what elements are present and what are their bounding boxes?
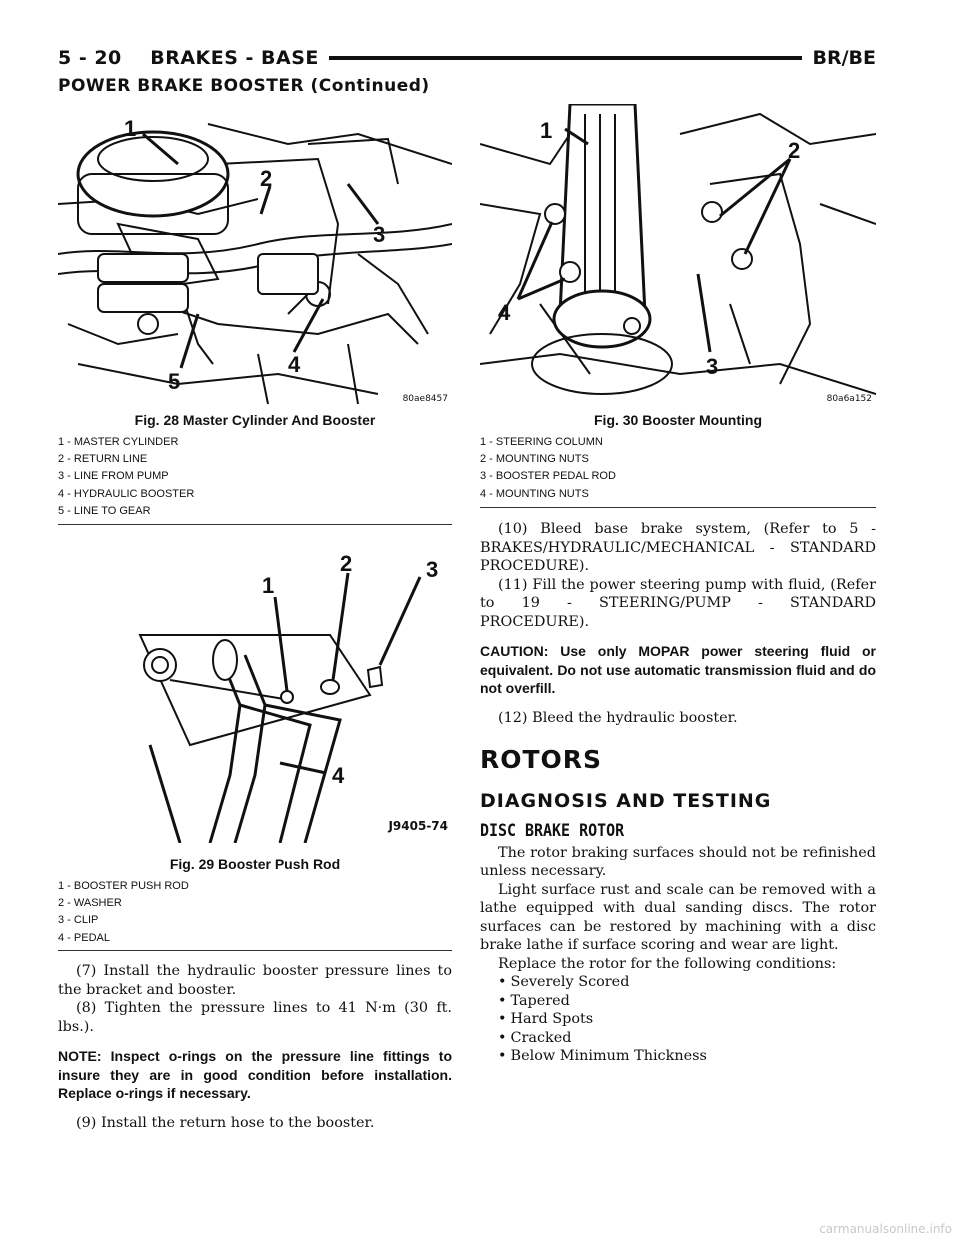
master-cylinder-illustration [58,104,452,410]
fig28-callout-5: 5 [168,369,181,394]
legend-item: 1 - STEERING COLUMN [480,436,603,448]
fig29-caption: Fig. 29 Booster Push Rod [169,856,341,872]
legend-item: 2 - WASHER [58,897,122,910]
fig28-code: 80ae8457 [402,394,448,404]
legend-item: 2 - RETURN LINE [58,453,148,466]
list-item: • Below Minimum Thickness [498,1047,876,1066]
rotor-para-1: The rotor braking surfaces should not be refinished unless necessary. [480,844,876,879]
fig30-callout-2: 2 [788,138,801,163]
step-12: (12) Bleed the hydraulic booster. [498,709,738,726]
page-section-label: 5 - 20 BRAKES - BASE [58,47,319,69]
legend-item: 4 - HYDRAULIC BOOSTER [58,487,195,500]
step-8: (8) Tighten the pressure lines to 41 N·m (30 ft. lbs.). [58,1000,452,1035]
legend-item: 4 - MOUNTING NUTS [480,487,589,500]
legend-item: 2 - MOUNTING NUTS [480,453,589,466]
booster-mounting-illustration [480,104,876,410]
fig29-legend [58,878,189,947]
step-7: (7) Install the hydraulic booster pressure lines to the bracket and booster. [58,963,452,998]
step-10: (10) Bleed base brake system, (Refer to 5 - BRAKES/HYDRAULIC/MECHANICAL - STANDARD PROCEDURE). [480,521,876,574]
fig29-callout-3: 3 [426,557,439,582]
left-column-text [58,962,452,1132]
page-header [58,44,876,72]
fig29-rule [58,950,452,951]
figure-booster-push-rod [130,545,452,843]
fig30-code: 80a6a152 [826,394,872,404]
replace-conditions-list [480,973,876,1066]
fig28-callout-1: 1 [124,116,137,141]
fig29-code: J9405-74 [388,819,448,833]
fig29-callout-4: 4 [332,763,345,788]
note-orings: NOTE: Inspect o-rings on the pressure line fittings to insure they are in good condition before installation. Replace o-rings if necessary. [58,1048,452,1101]
fig30-callout-4: 4 [498,300,511,325]
fig30-rule [480,507,876,508]
legend-item: 5 - LINE TO GEAR [58,504,151,517]
fig28-rule [58,524,452,525]
heading-diagnosis-testing: DIAGNOSIS AND TESTING [480,789,772,812]
rotor-para-2: Light surface rust and scale can be removed with a lathe equipped with dual sanding discs. The rotor surfaces can be restored by machining with a disc brake lathe if surface scoring and wear are light. [480,881,876,953]
fig28-callout-4: 4 [288,352,301,377]
rotor-para-3: Replace the rotor for the following conditions: [498,955,837,972]
fig30-legend [480,434,616,503]
fig28-callout-2: 2 [260,166,273,191]
step-9: (9) Install the return hose to the booster. [76,1114,375,1131]
step-11: (11) Fill the power steering pump with fluid, (Refer to 19 - STEERING/PUMP - STANDARD PROCEDURE). [480,576,876,630]
watermark: carmanualsonline.info [819,1222,952,1236]
header-rule [329,56,803,60]
fig29-callout-2: 2 [340,551,353,576]
fig30-caption: Fig. 30 Booster Mounting [594,412,762,428]
fig30-callout-3: 3 [706,354,719,379]
legend-item: 4 - PEDAL [58,931,110,944]
list-item: • Tapered [498,992,876,1011]
fig28-legend [58,434,194,520]
push-rod-illustration [130,545,452,843]
fig30-callout-1: 1 [540,118,553,143]
fig28-callout-3: 3 [373,222,386,247]
legend-item: 1 - MASTER CYLINDER [58,436,179,448]
legend-item: 3 - CLIP [58,914,99,927]
legend-item: 3 - LINE FROM PUMP [58,470,169,483]
fig28-caption: Fig. 28 Master Cylinder And Booster [134,412,376,428]
list-item: • Severely Scored [498,973,876,992]
figure-master-cylinder [58,104,452,410]
legend-item: 1 - BOOSTER PUSH ROD [58,880,189,892]
heading-rotors: ROTORS [480,745,603,774]
list-item: • Hard Spots [498,1010,876,1029]
legend-item: 3 - BOOSTER PEDAL ROD [480,470,616,483]
figure-booster-mounting [480,104,876,410]
list-item: • Cracked [498,1029,876,1048]
fig29-callout-1: 1 [262,573,275,598]
continued-section-title: POWER BRAKE BOOSTER (Continued) [58,76,430,96]
right-column-text [480,520,876,1066]
model-label: BR/BE [812,47,876,69]
heading-disc-brake-rotor: DISC BRAKE ROTOR [480,821,625,841]
caution-fluid: CAUTION: Use only MOPAR power steering fluid or equivalent. Do not use automatic transmission fluid and do not overfill. [480,643,876,696]
